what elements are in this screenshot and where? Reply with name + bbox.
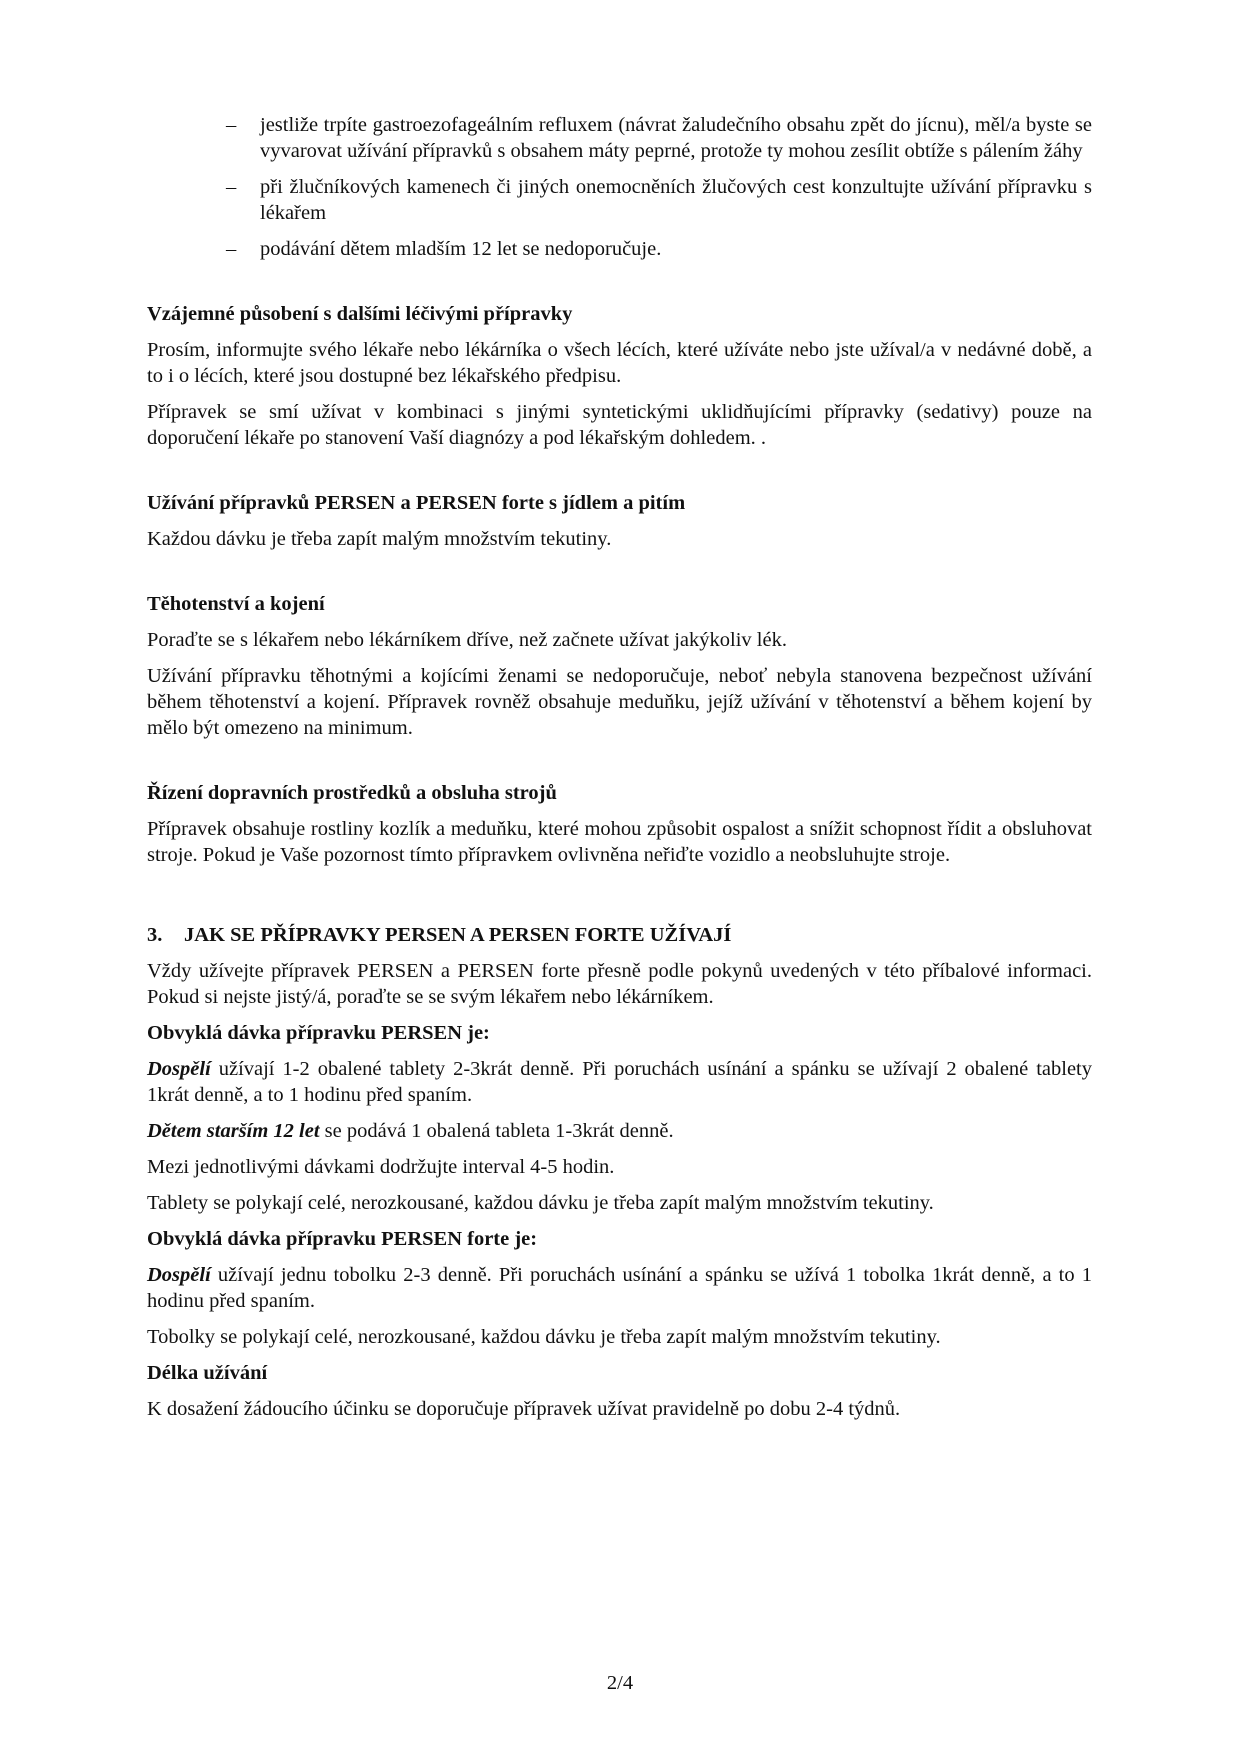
lead-text: Dospělí bbox=[147, 1058, 211, 1080]
paragraph: Každou dávku je třeba zapít malým množstvím tekutiny. bbox=[147, 528, 612, 550]
body-text: užívají 1-2 obalené tablety 2-3krát denně. Při poruchách usínání a spánku se užívají 2 obalené tablety 1krát denně, a to 1 hodinu před spaním. bbox=[147, 1058, 1092, 1106]
paragraph bbox=[147, 1262, 1092, 1314]
driving-section bbox=[147, 780, 1092, 868]
paragraph bbox=[147, 1118, 1092, 1144]
paragraph: Prosím, informujte svého lékaře nebo lékárníka o všech lécích, které užíváte nebo jste užíval/a v nedávné době, a to i o lécích, které jsou dostupné bez lékařského předpisu. bbox=[147, 339, 1092, 387]
paragraph: Přípravek obsahuje rostliny kozlík a meduňku, které mohou způsobit ospalost a snížit schopnost řídit a obsluhovat stroje. Pokud je Vaše pozornost tímto přípravkem ovlivněna neřiďte vozidlo a neobsluhujte stroje. bbox=[147, 818, 1092, 866]
document-page bbox=[147, 112, 1092, 1422]
section-heading: Vzájemné působení s dalšími léčivými přípravky bbox=[147, 303, 573, 325]
food-section bbox=[147, 490, 1092, 552]
paragraph: K dosažení žádoucího účinku se doporučuje přípravek užívat pravidelně po dobu 2-4 týdnů. bbox=[147, 1398, 901, 1420]
bullet-text: při žlučníkových kamenech či jiných onemocněních žlučových cest konzultujte užívání přípravku s lékařem bbox=[260, 176, 1092, 224]
section-number: 3. bbox=[147, 924, 163, 946]
list-item bbox=[226, 174, 1092, 226]
bullet-text: jestliže trpíte gastroezofageálním refluxem (návrat žaludečního obsahu zpět do jícnu), měl/a byste se vyvarovat užívání přípravků s obsahem máty peprné, protože ty mohou zesílit obtíže s pálením žáhy bbox=[260, 114, 1092, 162]
section-heading: Řízení dopravních prostředků a obsluha strojů bbox=[147, 782, 557, 804]
dash-marker: – bbox=[226, 238, 237, 260]
dash-marker: – bbox=[226, 176, 237, 198]
section-heading: Těhotenství a kojení bbox=[147, 593, 325, 615]
list-item bbox=[226, 236, 1092, 262]
paragraph: Poraďte se s lékařem nebo lékárníkem dříve, než začnete užívat jakýkoliv lék. bbox=[147, 629, 787, 651]
body-text: se podává 1 obalená tableta 1-3krát denně. bbox=[319, 1120, 674, 1142]
lead-text: Dospělí bbox=[147, 1264, 211, 1286]
paragraph bbox=[147, 1056, 1092, 1108]
body-text: užívají jednu tobolku 2-3 denně. Při poruchách usínání a spánku se užívá 1 tobolka 1krát denně, a to 1 hodinu před spaním. bbox=[147, 1264, 1092, 1312]
interactions-section bbox=[147, 301, 1092, 451]
section-heading: Užívání přípravků PERSEN a PERSEN forte s jídlem a pitím bbox=[147, 492, 686, 514]
paragraph: Tobolky se polykají celé, nerozkousané, každou dávku je třeba zapít malým množstvím tekutiny. bbox=[147, 1326, 941, 1348]
paragraph: Užívání přípravku těhotnými a kojícími ženami se nedoporučuje, neboť nebyla stanovena bezpečnost užívání během těhotenství a kojení. Přípravek rovněž obsahuje meduňku, jejíž užívání v těhotenství a během kojení by mělo být omezeno na minimum. bbox=[147, 665, 1092, 739]
dosage-section bbox=[147, 922, 1092, 1422]
subheading: Obvyklá dávka přípravku PERSEN forte je: bbox=[147, 1228, 538, 1250]
dash-marker: – bbox=[226, 114, 237, 136]
lead-text: Dětem starším 12 let bbox=[147, 1120, 320, 1142]
subheading: Obvyklá dávka přípravku PERSEN je: bbox=[147, 1022, 490, 1044]
pregnancy-section bbox=[147, 591, 1092, 741]
bullet-text: podávání dětem mladším 12 let se nedoporučuje. bbox=[260, 238, 662, 260]
list-item bbox=[226, 112, 1092, 164]
section-3-heading bbox=[147, 922, 1092, 948]
section-title: JAK SE PŘÍPRAVKY PERSEN A PERSEN FORTE UŽÍVAJÍ bbox=[184, 924, 732, 946]
paragraph: Tablety se polykají celé, nerozkousané, každou dávku je třeba zapít malým množstvím tekutiny. bbox=[147, 1192, 934, 1214]
paragraph: Mezi jednotlivými dávkami dodržujte interval 4-5 hodin. bbox=[147, 1156, 615, 1178]
subheading: Délka užívání bbox=[147, 1362, 268, 1384]
paragraph: Přípravek se smí užívat v kombinaci s jinými syntetickými uklidňujícími přípravky (sedativy) pouze na doporučení lékaře po stanovení Vaší diagnózy a pod lékařským dohledem. . bbox=[147, 401, 1092, 449]
warning-list bbox=[226, 112, 1092, 262]
page-number: 2/4 bbox=[606, 1672, 634, 1694]
paragraph: Vždy užívejte přípravek PERSEN a PERSEN forte přesně podle pokynů uvedených v této příbalové informaci. Pokud si nejste jistý/á, poraďte se se svým lékařem nebo lékárníkem. bbox=[147, 960, 1092, 1008]
